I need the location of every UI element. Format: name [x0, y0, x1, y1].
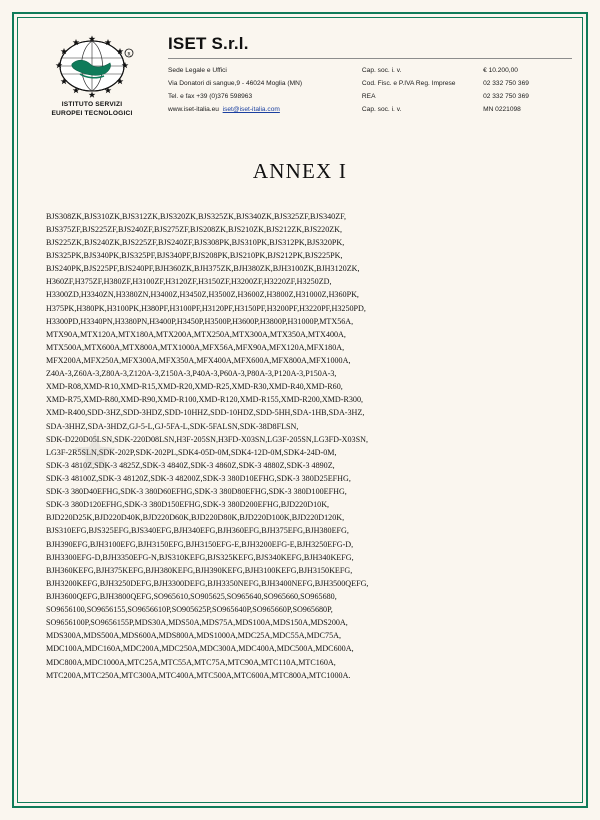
svg-text:R: R: [127, 52, 131, 58]
code-line: BJH390EFG,BJH3100EFG,BJH3150EFG,BJH3150EFG-E,BJH3200EFG-E,BJH3250EFG-D,: [46, 539, 354, 549]
code-line: BJS310EFG,BJS325EFG,BJS340EFG,BJH340EFG,BJH360EFG,BJH375EFG,BJH380EFG,: [46, 526, 349, 536]
company-info-table: [168, 65, 572, 117]
code-line: BJS308ZK,BJS310ZK,BJS312ZK,BJS320ZK,BJS325ZK,BJS340ZK,BJS325ZF,BJS340ZF,: [46, 211, 347, 221]
globe-stars-logo-icon: [50, 34, 134, 98]
rea-value: 02 332 750 369: [483, 92, 529, 100]
code-line: MTC200A,MTC250A,MTC300A,MTC400A,MTC500A,MTC600A,MTC800A,MTC1000A.: [46, 670, 351, 680]
table-row: [168, 104, 572, 117]
code-line: MTX500A,MTX600A,MTX800A,MTX1000A,MFX56A,MFX90A,MFX120A,MFX180A,: [46, 342, 345, 352]
rea-label: REA: [361, 92, 376, 100]
logo-caption: [28, 101, 156, 119]
table-row: [168, 65, 572, 78]
code-line: H3300ZD,H3340ZN,H3380ZN,H3400Z,H3450Z,H3500Z,H3600Z,H3800Z,H31000Z,H360PK,: [46, 290, 359, 300]
code-line: Z40A-3,Z60A-3,Z80A-3,Z120A-3,Z150A-3,P40A-3,P60A-3,P80A-3,P120A-3,P150A-3,: [46, 369, 337, 379]
code-line: H3300PD,H3340PN,H3380PN,H3400P,H3450P,H3500P,H3600P,H3800P,H31000P,MTX56A,: [46, 316, 354, 326]
code-line: MDC100A,MDC160A,MDC200A,MDC250A,MDC300A,MDC400A,MDC500A,MDC600A,: [46, 644, 354, 654]
code-line: XMD-R400,SDD-3HZ,SDD-3HDZ,SDD-10HHZ,SDD-10HDZ,SDD-5HH,SDA-1HB,SDA-3HZ,: [46, 408, 365, 418]
code-line: MTX90A,MTX120A,MTX180A,MTX200A,MTX250A,MTX300A,MTX350A,MTX400A,: [46, 329, 346, 339]
code-line: LG3F-2R5SLN,SDK-202P,SDK-202PL,SDK4-05D-0M,SDK4-12D-0M,SDK4-24D-0M,: [46, 447, 337, 457]
capital-label-2: Cap. soc. i. v.: [361, 105, 402, 113]
code-line: BJS325PK,BJS340PK,BJS325PF,BJS340PF,BJS208PK,BJS210PK,BJS212PK,BJS225PK,: [46, 251, 343, 261]
logo-caption-line-2: EUROPEI TECNOLOGICI: [51, 109, 133, 117]
page-title: ANNEX I: [252, 158, 348, 183]
code-line: BJH3200KEFG,BJH3250DEFG,BJH3300DEFG,BJH3350NEFG,BJH3400NEFG,BJH3500QEFG,: [46, 578, 369, 588]
code-line: MDC800A,MDC1000A,MTC25A,MTC55A,MTC75A,MTC90A,MTC110A,MTC160A,: [46, 657, 336, 667]
code-line: MFX200A,MFX250A,MFX300A,MFX350A,MFX400A,MFX600A,MFX800A,MFX1000A,: [46, 355, 351, 365]
code-line: H360ZF,H375ZF,H380ZF,H3100ZF,H3120ZF,H3150ZF,H3200ZF,H3220ZF,H3250ZD,: [46, 277, 332, 287]
vat-value: 02 332 750 369: [483, 79, 529, 87]
code-line: BJS375ZF,BJS225ZF,BJS240ZF,BJS275ZF,BJS208ZK,BJS210ZK,BJS212ZK,BJS220ZK,: [46, 224, 343, 234]
street-address: Via Donatori di sangue,9 - 46024 Moglia (MN): [168, 79, 303, 87]
product-code-list: [28, 210, 572, 682]
code-line: SDA-3HHZ,SDA-3HDZ,GJ-5-L,GJ-5FA-L,SDK-5FALSN,SDK-38D8FLSN,: [46, 421, 299, 431]
phone-fax: Tel. e fax +39 (0)376 598963: [168, 92, 253, 100]
code-line: BJD220D25K,BJD220D40K,BJD220D60K,BJD220D80K,BJD220D100K,BJD220D120K,: [46, 513, 345, 523]
logo-caption-line-1: ISTITUTO SERVIZI: [61, 101, 123, 108]
company-details: [156, 32, 572, 117]
web-email-cell: [168, 104, 362, 117]
code-line: BJS225ZK,BJS240ZK,BJS225ZF,BJS240ZF,BJS308PK,BJS310PK,BJS312PK,BJS320PK,: [46, 238, 345, 247]
code-line: XMD-R75,XMD-R80,XMD-R90,XMD-R100,XMD-R120,XMD-R155,XMD-R200,XMD-R300,: [46, 395, 364, 405]
page-content: [28, 26, 572, 794]
code-line: SDK-3 4810Z,SDK-3 4825Z,SDK-3 4840Z,SDK-3 4860Z,SDK-3 4880Z,SDK-3 4890Z,: [46, 460, 335, 470]
code-line: SDK-3 48100Z,SDK-3 48120Z,SDK-3 48200Z,SDK-3 380D10EFHG,SDK-3 380D25EFHG,: [46, 473, 351, 483]
code-line: SO9656100,SO9656155,SO9656610P,SO905625P,SO965640P,SO965660P,SO965680P,: [46, 605, 333, 615]
code-line: XMD-R08,XMD-R10,XMD-R15,XMD-R20,XMD-R25,XMD-R30,XMD-R40,XMD-R60,: [46, 382, 343, 392]
code-line: BJH360KEFG,BJH375KEFG,BJH380KEFG,BJH390KEFG,BJH3100KEFG,BJH3150KEFG,: [46, 565, 353, 575]
code-line: SDK-3 380D40EFHG,SDK-3 380D60EFHG,SDK-3 380D80EFHG,SDK-3 380D100EFHG,: [46, 487, 347, 497]
table-row: [168, 91, 572, 104]
code-line: BJH3300EFG-D,BJH3350EFG-N,BJS310KEFG,BJS325KEFG,BJS340KEFG,BJH340KEFG,: [46, 552, 354, 562]
website-link[interactable]: www.iset-italia.eu: [168, 105, 219, 113]
header-divider: [168, 58, 572, 59]
table-row: [168, 78, 572, 91]
office-address-label: Sede Legale e Uffici: [168, 67, 227, 74]
capital-label: Cap. soc. i. v.: [361, 67, 402, 74]
code-line: SO9656100P,SO9656155P,MDS30A,MDS50A,MDS75A,MDS100A,MDS150A,MDS200A,: [46, 618, 348, 628]
capital-value: € 10.200,00: [483, 67, 518, 74]
code-line: SDK-3 380D120EFHG,SDK-3 380D150EFHG,SDK-3 380D200EFHG,BJD220D10K,: [46, 500, 330, 510]
company-logo: [28, 32, 156, 119]
letterhead-header: [28, 26, 572, 119]
company-name: ISET S.r.l.: [168, 34, 249, 53]
registry-number-value: MN 0221098: [483, 105, 521, 113]
email-link[interactable]: iset@iset-italia.com: [222, 105, 280, 113]
code-line: BJH3600QEFG,BJH3800QEFG,SO965610,SO905625,SO965640,SO965660,SO965680,: [46, 591, 337, 601]
code-line: H375PK,H380PK,H3100PK,H380PF,H3100PF,H3120PF,H3150PF,H3200PF,H3220PF,H3250PD,: [46, 303, 366, 313]
vat-label: Cod. Fisc. e P.IVA Reg. Imprese: [361, 79, 456, 87]
code-line: MDS300A,MDS500A,MDS600A,MDS800A,MDS1000A,MDC25A,MDC55A,MDC75A,: [46, 631, 342, 641]
code-line: BJS240PK,BJS225PF,BJS240PF,BJH360ZK,BJH375ZK,BJH380ZK,BJH3100ZK,BJH3120ZK,: [46, 264, 360, 274]
code-line: SDK-D220D05LSN,SDK-220D08LSN,H3F-205SN,H3FD-X03SN,LG3F-205SN,LG3FD-X03SN,: [46, 434, 368, 444]
